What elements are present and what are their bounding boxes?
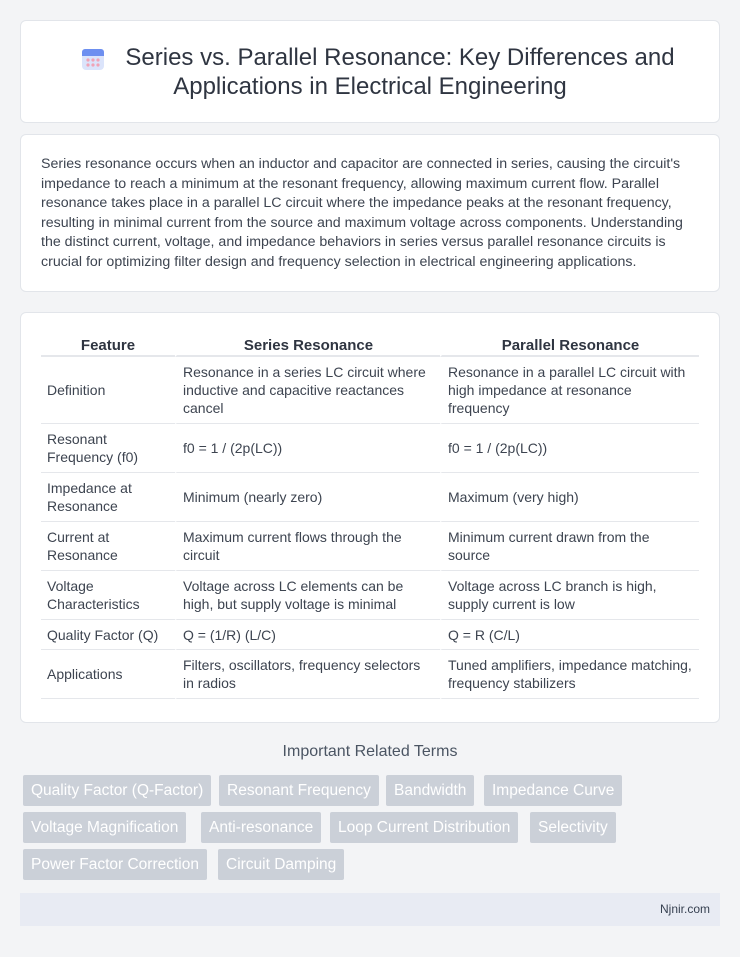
row-series: Voltage across LC elements can be high, but supply voltage is minimal [175, 571, 440, 620]
row-parallel: Q = R (C/L) [440, 620, 699, 650]
row-series: Resonance in a series LC circuit where inductive and capacitive reactances cancel [175, 357, 440, 424]
row-feature: Current at Resonance [41, 522, 175, 571]
page-title: Series vs. Parallel Resonance: Key Differences and Applications in Electrical Engineering [125, 44, 675, 100]
related-tag[interactable]: Circuit Damping [218, 849, 344, 880]
table-row [41, 522, 699, 571]
row-parallel: Minimum current drawn from the source [440, 522, 699, 571]
row-parallel: Resonance in a parallel LC circuit with high impedance at resonance frequency [440, 357, 699, 424]
table-row [41, 650, 699, 699]
row-feature: Voltage Characteristics [41, 571, 175, 620]
table-row [41, 571, 699, 620]
footer-site[interactable]: Njnir.com [659, 902, 710, 916]
comparison-table [41, 335, 699, 699]
row-series: Q = (1/R) (L/C) [175, 620, 440, 650]
row-parallel: Voltage across LC branch is high, supply current is low [440, 571, 699, 620]
footer [20, 893, 720, 926]
table-row [41, 357, 699, 424]
table-header-row [41, 335, 699, 357]
table-row [41, 620, 699, 650]
comparison-card [20, 312, 720, 723]
related-tag[interactable]: Anti-resonance [201, 812, 321, 843]
header-series: Series Resonance [175, 335, 440, 357]
related-tag[interactable]: Loop Current Distribution [330, 812, 518, 843]
header-feature: Feature [41, 335, 175, 357]
related-tag[interactable]: Bandwidth [386, 775, 474, 806]
related-tag[interactable]: Quality Factor (Q-Factor) [23, 775, 211, 806]
related-terms-heading: Important Related Terms [282, 743, 458, 760]
row-parallel: Maximum (very high) [440, 473, 699, 522]
header-card [20, 20, 720, 123]
row-series: Maximum current flows through the circuit [175, 522, 440, 571]
row-series: Filters, oscillators, frequency selectors in radios [175, 650, 440, 699]
table-row [41, 424, 699, 473]
intro-paragraph: Series resonance occurs when an inductor and capacitor are connected in series, causing the circuit's impedance to reach a minimum at the resonant frequency, allowing maximum current flow. Parallel resonance takes place in a parallel LC circuit where the impedance peaks at the resonant frequency, resulting in minimal current from the source and maximum voltage across components. Understanding the distinct current, voltage, and impedance behaviors in series versus parallel resonance circuits is crucial for optimizing filter design and frequency selection in electrical engineering applications. [41, 156, 683, 270]
intro-card [20, 134, 720, 292]
row-feature: Resonant Frequency (f0) [41, 424, 175, 473]
header-parallel: Parallel Resonance [440, 335, 699, 357]
row-feature: Impedance at Resonance [41, 473, 175, 522]
table-row [41, 473, 699, 522]
row-parallel: Tuned amplifiers, impedance matching, frequency stabilizers [440, 650, 699, 699]
row-series: f0 = 1 / (2p(LC)) [175, 424, 440, 473]
row-feature: Definition [41, 357, 175, 424]
row-series: Minimum (nearly zero) [175, 473, 440, 522]
related-tag[interactable]: Resonant Frequency [219, 775, 379, 806]
related-tag[interactable]: Power Factor Correction [23, 849, 207, 880]
row-feature: Quality Factor (Q) [41, 620, 175, 650]
related-tag[interactable]: Selectivity [530, 812, 616, 843]
related-tag[interactable]: Voltage Magnification [23, 812, 186, 843]
row-feature: Applications [41, 650, 175, 699]
related-tag[interactable]: Impedance Curve [484, 775, 622, 806]
row-parallel: f0 = 1 / (2p(LC)) [440, 424, 699, 473]
